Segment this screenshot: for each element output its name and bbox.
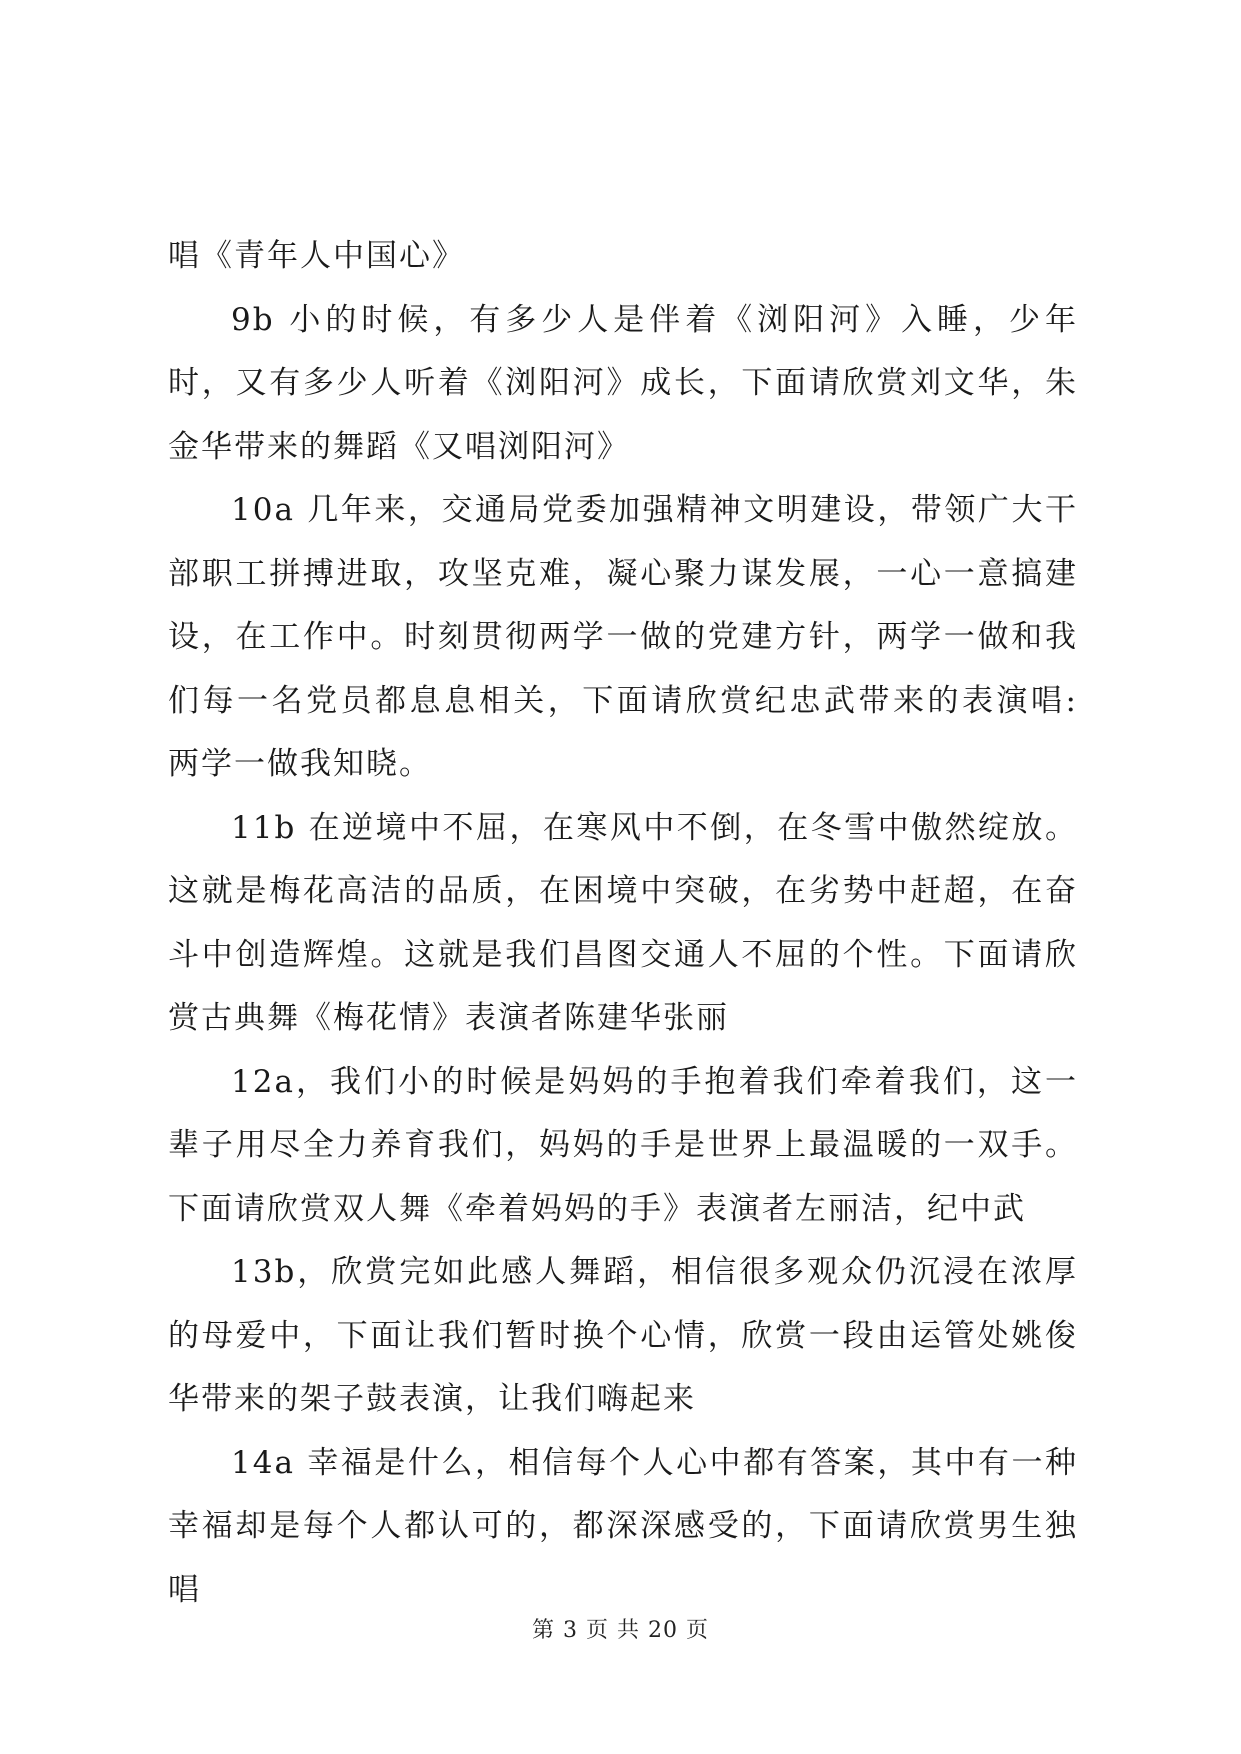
page-footer: 第 3 页 共 20 页 — [532, 1618, 709, 1643]
paragraph-9b: 9b 小的时候，有多少人是伴着《浏阳河》入睡，少年时，又有多少人听着《浏阳河》成长，下面请欣赏刘文华，朱金华带来的舞蹈《又唱浏阳河》 — [168, 301, 1078, 465]
paragraph-13b: 13b，欣赏完如此感人舞蹈，相信很多观众仍沉浸在浓厚的母爱中，下面让我们暂时换个心情，欣赏一段由运管处姚俊华带来的架子鼓表演，让我们嗨起来 — [168, 1254, 1078, 1417]
paragraph-14a: 14a 幸福是什么，相信每个人心中都有答案，其中有一种幸福却是每个人都认可的，都深深感受的，下面请欣赏男生独唱 — [168, 1444, 1078, 1608]
document-body — [168, 225, 1078, 1622]
paragraph-10a: 10a 几年来，交通局党委加强精神文明建设，带领广大干部职工拼搏进取，攻坚克难，凝心聚力谋发展，一心一意搞建设，在工作中。时刻贯彻两学一做的党建方针，两学一做和我们每一名党员都息息相关，下面请欣赏纪忠武带来的表演唱: 两学一做我知晓。 — [168, 492, 1078, 782]
paragraph-12a: 12a，我们小的时候是妈妈的手抱着我们牵着我们，这一辈子用尽全力养育我们，妈妈的手是世界上最温暖的一双手。下面请欣赏双人舞《牵着妈妈的手》表演者左丽洁，纪中武 — [168, 1063, 1078, 1227]
paragraph-11b: 11b 在逆境中不屈，在寒风中不倒，在冬雪中傲然绽放。这就是梅花高洁的品质，在困境中突破，在劣势中赶超，在奋斗中创造辉煌。这就是我们昌图交通人不屈的个性。下面请欣赏古典舞《梅花情》表演者陈建华张丽 — [168, 809, 1078, 1036]
paragraph-continuation: 唱《青年人中国心》 — [168, 238, 465, 274]
